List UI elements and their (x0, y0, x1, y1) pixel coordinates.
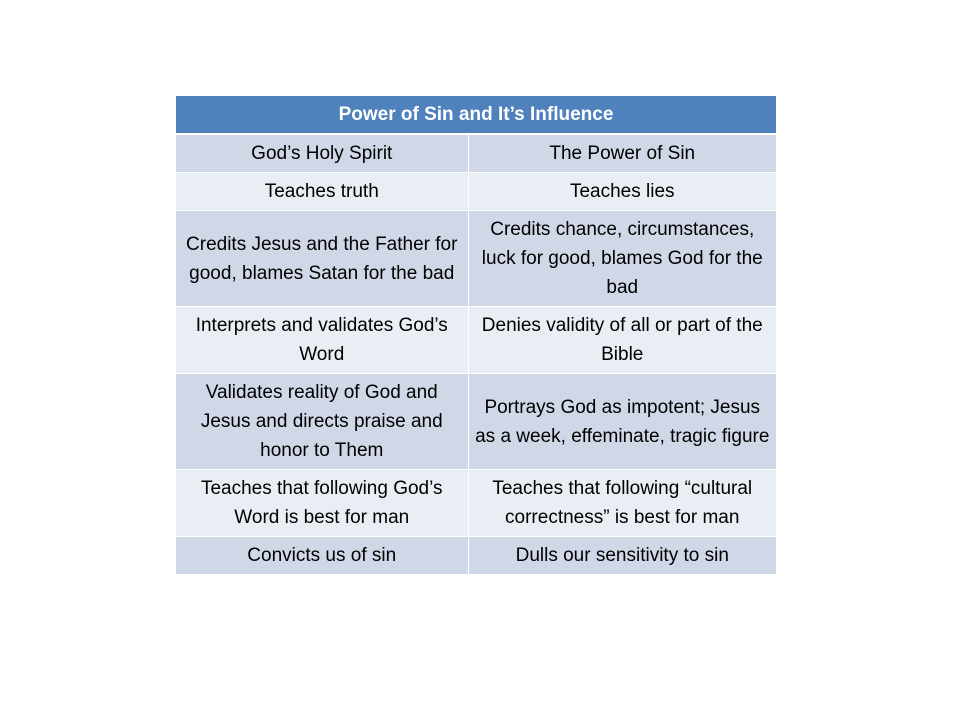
table-cell-left: Teaches truth (176, 173, 468, 211)
table-row (176, 537, 776, 575)
comparison-table (176, 96, 776, 575)
table-cell-right: Credits chance, circumstances, luck for good, blames God for the bad (468, 211, 776, 307)
table-row (176, 134, 776, 173)
table-title: Power of Sin and It’s Influence (176, 96, 776, 134)
table-cell-left: Interprets and validates God’s Word (176, 307, 468, 374)
table-row (176, 173, 776, 211)
table-cell-right: Teaches that following “cultural correctness” is best for man (468, 470, 776, 537)
column-heading-right: The Power of Sin (468, 134, 776, 173)
table-row (176, 374, 776, 470)
table-cell-right: Portrays God as impotent; Jesus as a week, effeminate, tragic figure (468, 374, 776, 470)
table-row (176, 470, 776, 537)
table-row (176, 211, 776, 307)
table-cell-left: Teaches that following God’s Word is best for man (176, 470, 468, 537)
table-header-row (176, 96, 776, 134)
table-cell-right: Denies validity of all or part of the Bible (468, 307, 776, 374)
column-heading-left: God’s Holy Spirit (176, 134, 468, 173)
table-cell-right: Dulls our sensitivity to sin (468, 537, 776, 575)
table-cell-left: Convicts us of sin (176, 537, 468, 575)
table-cell-right: Teaches lies (468, 173, 776, 211)
table-cell-left: Credits Jesus and the Father for good, blames Satan for the bad (176, 211, 468, 307)
table-cell-left: Validates reality of God and Jesus and directs praise and honor to Them (176, 374, 468, 470)
table-row (176, 307, 776, 374)
